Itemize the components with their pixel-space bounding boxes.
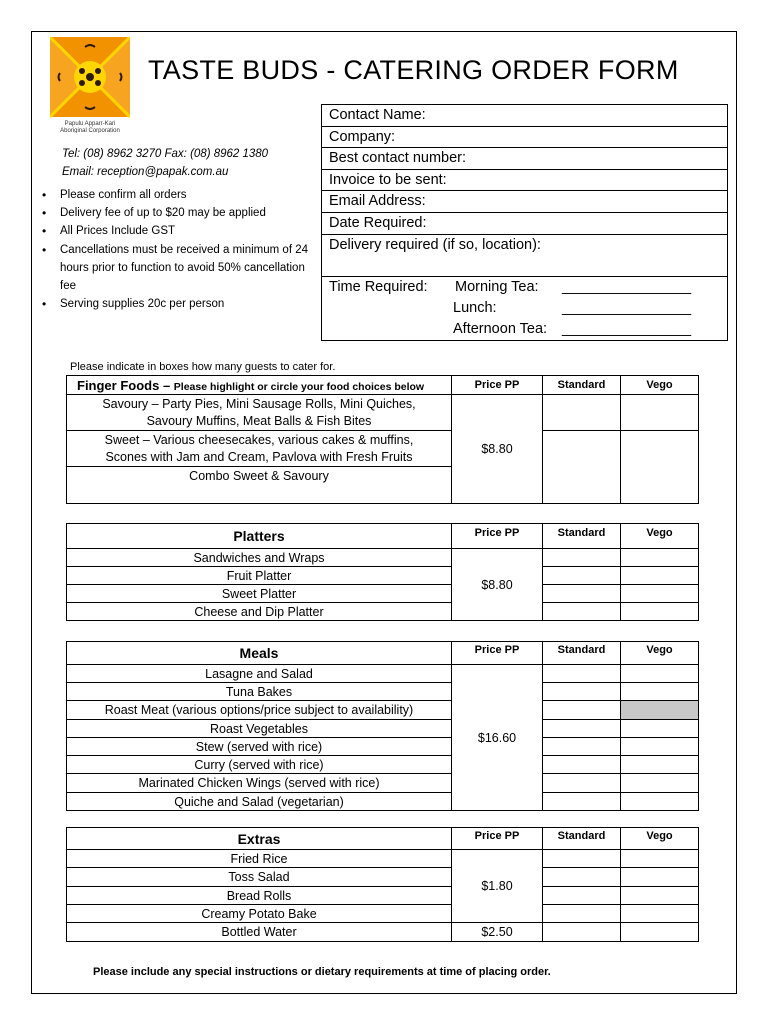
vego-count-input[interactable] bbox=[621, 868, 699, 887]
contact-name-field[interactable]: Contact Name: bbox=[322, 105, 727, 127]
page-title: TASTE BUDS - CATERING ORDER FORM bbox=[148, 55, 679, 85]
standard-header: Standard bbox=[543, 828, 621, 850]
finger-foods-price: $8.80 bbox=[452, 395, 543, 504]
price-header: Price PP bbox=[452, 642, 543, 665]
standard-count-input[interactable] bbox=[543, 395, 621, 431]
vego-count-input[interactable] bbox=[621, 850, 699, 868]
notice-item: • Delivery fee of up to $20 may be applied bbox=[42, 204, 314, 222]
vego-count-input[interactable] bbox=[621, 887, 699, 905]
vego-count-input[interactable] bbox=[621, 738, 699, 756]
menu-item[interactable]: Roast Meat (various options/price subject to availability) bbox=[67, 701, 452, 720]
extras-heading: Extras bbox=[67, 828, 452, 850]
menu-item[interactable]: Cheese and Dip Platter bbox=[67, 603, 452, 621]
contact-details-box bbox=[321, 104, 728, 341]
organization-logo bbox=[50, 37, 130, 133]
guest-instruction: Please indicate in boxes how many guests to cater for. bbox=[70, 361, 336, 373]
vego-count-input[interactable] bbox=[621, 756, 699, 774]
vego-count-input[interactable] bbox=[621, 665, 699, 683]
vego-count-input[interactable] bbox=[621, 923, 699, 942]
standard-count-input[interactable] bbox=[543, 665, 621, 683]
extras-price: $1.80 bbox=[452, 850, 543, 923]
menu-item[interactable]: Marinated Chicken Wings (served with rice) bbox=[67, 774, 452, 793]
menu-item[interactable]: Creamy Potato Bake bbox=[67, 905, 452, 923]
standard-header: Standard bbox=[543, 642, 621, 665]
morning-tea-field[interactable]: ________________ bbox=[562, 279, 692, 295]
organization-contact bbox=[62, 145, 268, 181]
vego-count-input[interactable] bbox=[621, 793, 699, 811]
footer-note: Please include any special instructions or dietary requirements at time of placing order. bbox=[93, 966, 551, 978]
menu-item[interactable]: Roast Vegetables bbox=[67, 720, 452, 738]
menu-item[interactable]: Tuna Bakes bbox=[67, 683, 452, 701]
menu-item[interactable]: Stew (served with rice) bbox=[67, 738, 452, 756]
standard-count-input[interactable] bbox=[543, 701, 621, 720]
standard-count-input[interactable] bbox=[543, 774, 621, 793]
standard-count-input[interactable] bbox=[543, 868, 621, 887]
vego-count-input[interactable] bbox=[621, 585, 699, 603]
phone-fax: Tel: (08) 8962 3270 Fax: (08) 8962 1380 bbox=[62, 148, 269, 160]
menu-item[interactable]: Curry (served with rice) bbox=[67, 756, 452, 774]
price-header: Price PP bbox=[452, 376, 543, 395]
platters-table-body bbox=[66, 523, 699, 621]
menu-item-savoury[interactable]: Savoury – Party Pies, Mini Sausage Rolls, Mini Quiches, Savoury Muffins, Meat Balls & Fish Bites bbox=[67, 395, 452, 431]
vego-count-input[interactable] bbox=[621, 905, 699, 923]
menu-item[interactable]: Bottled Water bbox=[67, 923, 452, 942]
platters-heading: Platters bbox=[67, 524, 452, 549]
standard-count-input[interactable] bbox=[543, 720, 621, 738]
notices-list bbox=[42, 186, 314, 313]
standard-count-input[interactable] bbox=[543, 756, 621, 774]
menu-item[interactable]: Fruit Platter bbox=[67, 567, 452, 585]
notice-item: • Cancellations must be received a minimum of 24 hours prior to function to avoid 50% cancellation fee bbox=[42, 241, 314, 296]
notice-item: • Please confirm all orders bbox=[42, 186, 314, 204]
menu-item-sweet[interactable]: Sweet – Various cheesecakes, various cakes & muffins, Scones with Jam and Cream, Pavlova with Fresh Fruits bbox=[67, 431, 452, 467]
delivery-location-field[interactable]: Delivery required (if so, location): bbox=[322, 235, 727, 277]
finger-foods-heading: Finger Foods – Please highlight or circle your food choices below bbox=[67, 376, 452, 395]
menu-item-combo[interactable]: Combo Sweet & Savoury bbox=[67, 467, 452, 504]
menu-item[interactable]: Fried Rice bbox=[67, 850, 452, 868]
standard-count-input[interactable] bbox=[543, 585, 621, 603]
extras-table bbox=[66, 827, 699, 942]
standard-count-input[interactable] bbox=[543, 738, 621, 756]
date-required-field[interactable]: Date Required: bbox=[322, 213, 727, 235]
email-address: Email: reception@papak.com.au bbox=[62, 166, 229, 178]
time-required-label: Time Required: bbox=[329, 279, 428, 295]
price-header: Price PP bbox=[452, 828, 543, 850]
standard-count-input[interactable] bbox=[543, 431, 621, 504]
afternoon-tea-field[interactable]: ________________ bbox=[562, 321, 692, 337]
best-contact-number-field[interactable]: Best contact number: bbox=[322, 148, 727, 170]
morning-tea-label: Morning Tea: bbox=[455, 279, 539, 295]
menu-item[interactable]: Bread Rolls bbox=[67, 887, 452, 905]
standard-header: Standard bbox=[543, 524, 621, 549]
meals-table bbox=[66, 641, 699, 811]
vego-count-input[interactable] bbox=[621, 549, 699, 567]
logo-emblem-icon bbox=[50, 37, 130, 133]
standard-count-input[interactable] bbox=[543, 549, 621, 567]
standard-count-input[interactable] bbox=[543, 887, 621, 905]
menu-item[interactable]: Sandwiches and Wraps bbox=[67, 549, 452, 567]
vego-count-input[interactable] bbox=[621, 431, 699, 504]
menu-item[interactable]: Sweet Platter bbox=[67, 585, 452, 603]
standard-count-input[interactable] bbox=[543, 905, 621, 923]
email-field[interactable]: Email Address: bbox=[322, 191, 727, 213]
lunch-field[interactable]: ________________ bbox=[562, 300, 692, 316]
standard-count-input[interactable] bbox=[543, 793, 621, 811]
standard-count-input[interactable] bbox=[543, 850, 621, 868]
logo-text-line1: Papulu Apparr-Kari bbox=[64, 121, 116, 127]
standard-header: Standard bbox=[543, 376, 621, 395]
vego-count-input[interactable] bbox=[621, 395, 699, 431]
bottled-water-price: $2.50 bbox=[452, 923, 543, 942]
vego-count-input[interactable] bbox=[621, 683, 699, 701]
company-field[interactable]: Company: bbox=[322, 127, 727, 149]
standard-count-input[interactable] bbox=[543, 603, 621, 621]
vego-header: Vego bbox=[621, 828, 699, 850]
menu-item[interactable]: Quiche and Salad (vegetarian) bbox=[67, 793, 452, 811]
finger-foods-table bbox=[66, 375, 699, 504]
invoice-field[interactable]: Invoice to be sent: bbox=[322, 170, 727, 192]
standard-count-input[interactable] bbox=[543, 923, 621, 942]
vego-count-input[interactable] bbox=[621, 720, 699, 738]
vego-header: Vego bbox=[621, 376, 699, 395]
menu-item[interactable]: Toss Salad bbox=[67, 868, 452, 887]
vego-header: Vego bbox=[621, 642, 699, 665]
vego-count-input[interactable] bbox=[621, 567, 699, 585]
vego-unavailable-cell bbox=[621, 701, 699, 720]
vego-count-input[interactable] bbox=[621, 603, 699, 621]
platters-price: $8.80 bbox=[452, 549, 543, 621]
notice-item: • All Prices Include GST bbox=[42, 222, 314, 240]
meals-heading: Meals bbox=[67, 642, 452, 665]
notice-item: • Serving supplies 20c per person bbox=[42, 295, 314, 313]
lunch-label: Lunch: bbox=[453, 300, 497, 316]
standard-count-input[interactable] bbox=[543, 567, 621, 585]
price-header: Price PP bbox=[452, 524, 543, 549]
meals-price: $16.60 bbox=[452, 665, 543, 811]
vego-header: Vego bbox=[621, 524, 699, 549]
vego-count-input[interactable] bbox=[621, 774, 699, 793]
standard-count-input[interactable] bbox=[543, 683, 621, 701]
logo-text-line2: Aboriginal Corporation bbox=[60, 128, 120, 133]
menu-item[interactable]: Lasagne and Salad bbox=[67, 665, 452, 683]
afternoon-tea-label: Afternoon Tea: bbox=[453, 321, 548, 337]
